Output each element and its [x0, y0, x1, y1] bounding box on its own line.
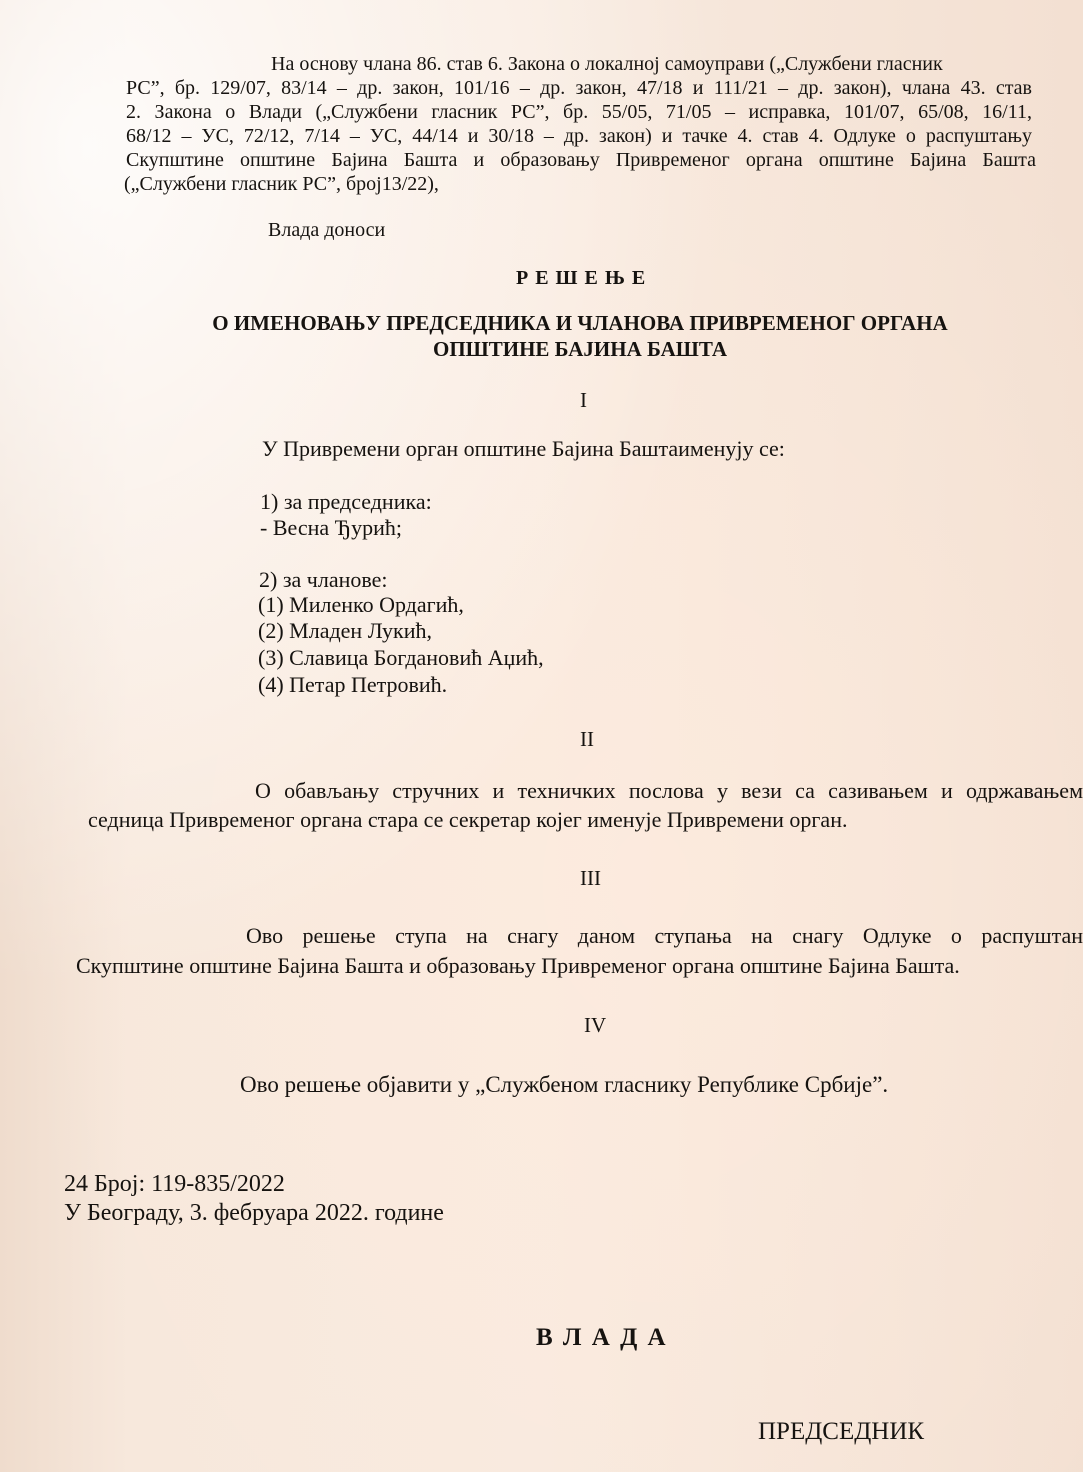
section-3-line-2: Скупштине општине Бајина Башта и образовању Привременог органа општине Бајина Башта.	[76, 953, 960, 978]
preamble-line-4: 68/12 – УС, 72/12, 7/14 – УС, 44/14 и 30/18 – др. закон) и тачке 4. став 4. Одлуке о распуштању	[126, 125, 1032, 147]
preamble-line-2: РС”, бр. 129/07, 83/14 – др. закон, 101/16 – др. закон, 47/18 и 111/21 – др. закон), члана 43. став	[126, 77, 1032, 99]
section-2-line-1: О обављању стручних и техничких послова у вези са сазивањем и одржавањем	[255, 779, 1083, 803]
subject-line-1: О ИМЕНОВАЊУ ПРЕДСЕДНИКА И ЧЛАНОВА ПРИВРЕМЕНОГ ОРГАНА	[212, 311, 948, 335]
preamble-line-1: На основу члана 86. став 6. Закона о локалној самоуправи („Службени гласник	[271, 53, 943, 75]
section-2-line-2: седница Привременог органа стара се секретар којег именује Привремени орган.	[88, 807, 848, 832]
section-4-line-1: Ово решење објавити у „Службеном гласнику Републике Србије”.	[240, 1072, 889, 1097]
members-heading: 2) за чланове:	[259, 567, 388, 592]
issuer-line: Влада доноси	[268, 219, 386, 241]
preamble-line-5: Скупштине општине Бајина Башта и образовању Привременог органа општине Бајина Башта	[126, 149, 1036, 171]
section-3-numeral: III	[580, 866, 601, 890]
section-3-line-1: Ово решење ступа на снагу даном ступања на снагу Одлуке о распуштан	[246, 924, 1083, 948]
section-1-intro: У Привремени орган општине Бајина Баштаименују се:	[262, 436, 785, 461]
subject-line-2: ОПШТИНЕ БАЈИНА БАШТА	[433, 337, 727, 361]
member-item: (2) Младен Лукић,	[258, 618, 433, 643]
member-item: (1) Миленко Ордагић,	[258, 592, 464, 617]
section-1-numeral: I	[580, 388, 587, 412]
decision-title: Р Е Ш Е Њ Е	[516, 267, 647, 289]
signature-body: В Л А Д А	[536, 1324, 668, 1351]
preamble-line-6: („Службени гласник РС”, број13/22),	[124, 173, 439, 195]
member-item: (4) Петар Петровић.	[258, 672, 448, 697]
section-2-numeral: II	[580, 727, 594, 751]
reference-number: 24 Број: 119-835/2022	[64, 1171, 285, 1197]
reference-place-date: У Београду, 3. фебруара 2022. године	[64, 1200, 444, 1226]
preamble-line-3: 2. Закона о Влади („Службени гласник РС”, бр. 55/05, 71/05 – исправка, 101/07, 65/08, 16/11,	[126, 101, 1032, 123]
president-name: - Весна Ђурић;	[260, 515, 403, 540]
president-heading: 1) за председника:	[260, 489, 432, 514]
member-item: (3) Славица Богдановић Аџић,	[258, 645, 544, 670]
section-4-numeral: IV	[584, 1013, 607, 1037]
signature-title: ПРЕДСЕДНИК	[758, 1418, 925, 1445]
